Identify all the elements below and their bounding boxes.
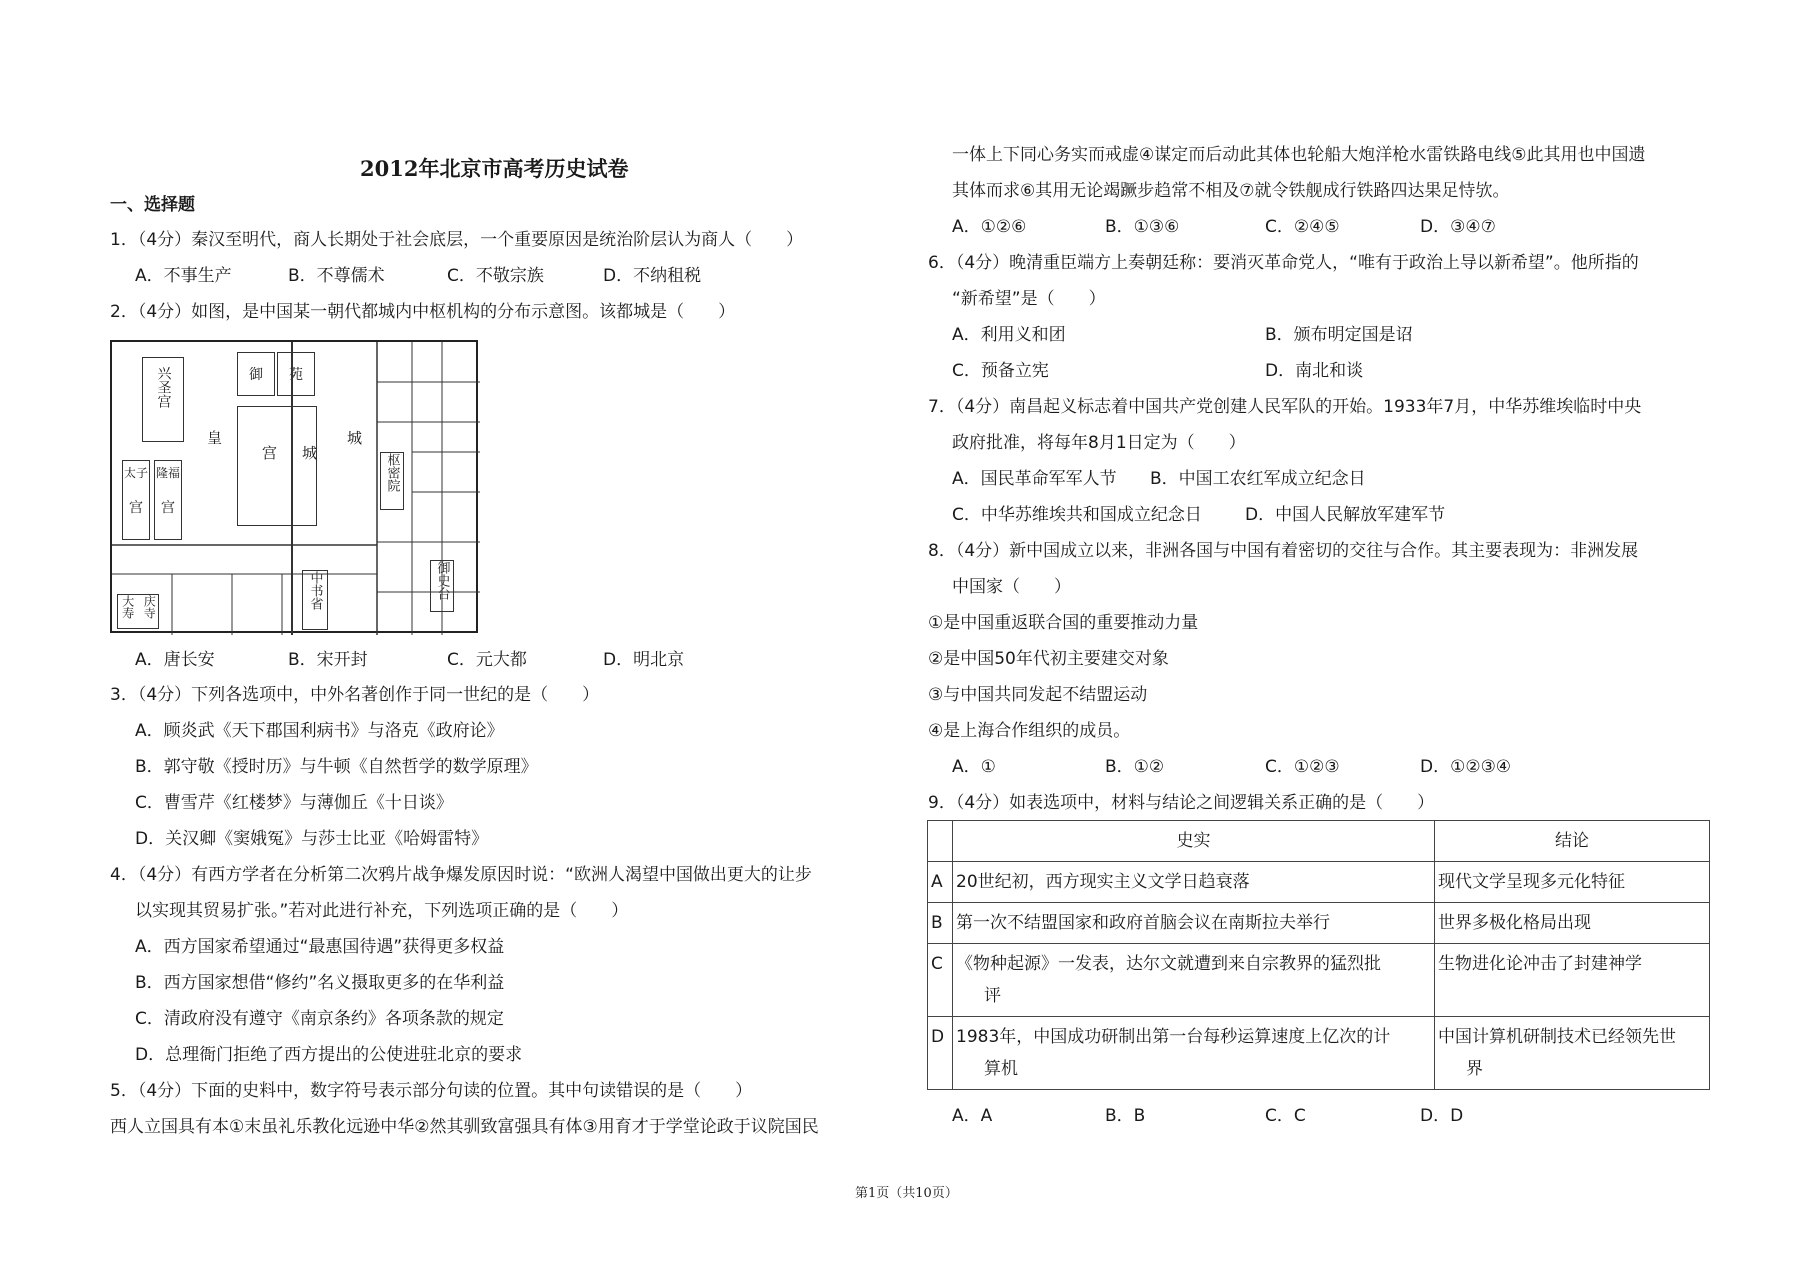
row-conclusion: 现代文学呈现多元化特征 [1435, 862, 1710, 903]
row-fact-line2: 算机 [984, 1059, 1018, 1079]
q3-opt-b: B．郭守敬《授时历》与牛顿《自然哲学的数学原理》 [135, 757, 538, 777]
q8-stem-1: 8．（4分）新中国成立以来，非洲各国与中国有着密切的交往与合作。其主要表现为：非洲发展 [928, 541, 1639, 561]
q8-opt-d: D．①②③④ [1420, 757, 1512, 777]
capital-map [110, 340, 478, 633]
shumi-label: 枢密院 [384, 453, 400, 492]
q2-opt-b: B．宋开封 [288, 650, 368, 670]
q1-opt-c: C．不敬宗族 [447, 266, 544, 286]
row-fact: 20世纪初，西方现实主义文学日趋衰落 [953, 862, 1435, 903]
longfu-gong-label: 宫 [161, 500, 175, 516]
table-row [928, 944, 1710, 1017]
q7-opt-a: A．国民革命军军人节 [952, 469, 1117, 489]
q1-stem: 1．（4分）秦汉至明代，商人长期处于社会底层，一个重要原因是统治阶层认为商人（ ） [110, 230, 804, 250]
q5-opt-b: B．①③⑥ [1105, 217, 1180, 237]
row-conclusion [1435, 1017, 1710, 1090]
q5-stem: 5．（4分）下面的史料中，数字符号表示部分句读的位置。其中句读错误的是（ ） [110, 1081, 753, 1101]
q3-opt-d: D．关汉卿《窦娥冤》与莎士比亚《哈姆雷特》 [135, 829, 489, 849]
q6-stem-2: “新希望”是（ ） [952, 289, 1106, 309]
row-key: D [928, 1017, 953, 1090]
q2-opt-c: C．元大都 [447, 650, 527, 670]
q6-stem-1: 6．（4分）晚清重臣端方上奏朝廷称：要消灭革命党人，“唯有于政治上导以新希望”。他所指的 [928, 253, 1639, 273]
q2-opt-a: A．唐长安 [135, 650, 215, 670]
street-lines [112, 342, 480, 635]
table-row [928, 862, 1710, 903]
q7-stem-1: 7．（4分）南昌起义标志着中国共产党创建人民军队的开始。1933年7月，中华苏维埃临时中央 [928, 397, 1642, 417]
q8-item-2: ②是中国50年代初主要建交对象 [928, 649, 1169, 669]
q9-opt-b: B．B [1105, 1106, 1146, 1126]
zhongshu-label: 中书省 [307, 571, 323, 610]
table-row [928, 903, 1710, 944]
row-fact [953, 944, 1435, 1017]
q4-opt-d: D．总理衙门拒绝了西方提出的公使进驻北京的要求 [135, 1045, 523, 1065]
row-concl-line1: 中国计算机研制技术已经领先世 [1438, 1027, 1676, 1047]
row-key: B [928, 903, 953, 944]
q5-text-3: 其体而求⑥其用无论竭蹶步趋常不相及⑦就令铁舰成行铁路四达果足恃欤。 [952, 181, 1510, 201]
table-header-conclusion: 结论 [1435, 821, 1710, 862]
q2-opt-d: D．明北京 [603, 650, 685, 670]
q5-opt-c: C．②④⑤ [1265, 217, 1340, 237]
huang-label: 皇 [207, 429, 223, 447]
taizi-label: 太子 [123, 466, 148, 480]
qingsi-label: 庆寺 [142, 595, 157, 619]
q1-opt-a: A．不事生产 [135, 266, 232, 286]
dashou-label: 大寿 [120, 595, 135, 619]
longfu-label: 隆福 [155, 466, 180, 480]
gong-label: 宫 [262, 444, 278, 462]
cheng-label: 城 [302, 444, 318, 462]
cheng2-label: 城 [347, 429, 363, 447]
page-footer: 第1页（共10页） [855, 1186, 958, 1201]
q4-stem-2: 以实现其贸易扩张。”若对此进行补充，下列选项正确的是（ ） [135, 901, 629, 921]
row-fact-line1: 1983年，中国成功研制出第一台每秒运算速度上亿次的计 [956, 1027, 1391, 1047]
row-conclusion: 生物进化论冲击了封建神学 [1435, 944, 1710, 1017]
q8-item-1: ①是中国重返联合国的重要推动力量 [928, 613, 1199, 633]
row-concl-line2: 界 [1466, 1059, 1483, 1079]
xingsheng-label: 兴圣宫 [155, 366, 172, 408]
row-key: C [928, 944, 953, 1017]
q5-text-1: 西人立国具有本①末虽礼乐教化远逊中华②然其驯致富强具有体③用育才于学堂论政于议院国民 [110, 1117, 819, 1137]
q9-opt-c: C．C [1265, 1106, 1306, 1126]
q8-opt-c: C．①②③ [1265, 757, 1340, 777]
taizi-gong-label: 宫 [129, 500, 143, 516]
q1-opt-d: D．不纳租税 [603, 266, 702, 286]
q7-opt-b: B．中国工农红军成立纪念日 [1150, 469, 1366, 489]
q6-opt-d: D．南北和谈 [1265, 361, 1364, 381]
q3-opt-a: A．顾炎武《天下郡国利病书》与洛克《政府论》 [135, 721, 504, 741]
yuan-label: 苑 [289, 367, 303, 383]
q9-table [927, 820, 1710, 1090]
q6-opt-b: B．颁布明定国是诏 [1265, 325, 1413, 345]
row-conclusion: 世界多极化格局出现 [1435, 903, 1710, 944]
page-title: 2012年北京市高考历史试卷 [360, 156, 629, 181]
yu-label: 御 [249, 367, 263, 383]
row-fact-line1: 《物种起源》一发表，达尔文就遭到来自宗教界的猛烈批 [956, 954, 1381, 974]
q3-stem: 3．（4分）下列各选项中，中外名著创作于同一世纪的是（ ） [110, 685, 600, 705]
q5-opt-d: D．③④⑦ [1420, 217, 1496, 237]
q8-item-4: ④是上海合作组织的成员。 [928, 721, 1131, 741]
q5-text-2: 一体上下同心务实而戒虚④谋定而后动此其体也轮船大炮洋枪水雷铁路电线⑤此其用也中国遗 [952, 145, 1646, 165]
row-key: A [928, 862, 953, 903]
q8-opt-a: A．① [952, 757, 996, 777]
q4-stem-1: 4．（4分）有西方学者在分析第二次鸦片战争爆发原因时说：“欧洲人渴望中国做出更大的让步 [110, 865, 812, 885]
q7-opt-d: D．中国人民解放军建军节 [1245, 505, 1446, 525]
q7-stem-2: 政府批准，将每年8月1日定为（ ） [952, 433, 1246, 453]
q4-opt-a: A．西方国家希望通过“最惠国待遇”获得更多权益 [135, 937, 505, 957]
table-header-key [928, 821, 953, 862]
table-header-fact: 史实 [953, 821, 1435, 862]
row-fact [953, 1017, 1435, 1090]
row-fact: 第一次不结盟国家和政府首脑会议在南斯拉夫举行 [953, 903, 1435, 944]
q6-opt-c: C．预备立宪 [952, 361, 1049, 381]
q4-opt-c: C．清政府没有遵守《南京条约》各项条款的规定 [135, 1009, 504, 1029]
yushi-label: 御史台 [434, 561, 450, 600]
q1-opt-b: B．不尊儒术 [288, 266, 385, 286]
q5-opt-a: A．①②⑥ [952, 217, 1027, 237]
section-heading: 一、选择题 [110, 195, 195, 215]
table-header-row [928, 821, 1710, 862]
q8-item-3: ③与中国共同发起不结盟运动 [928, 685, 1148, 705]
table-row [928, 1017, 1710, 1090]
q8-opt-b: B．①② [1105, 757, 1165, 777]
q2-stem: 2．（4分）如图，是中国某一朝代都城内中枢机构的分布示意图。该都城是（ ） [110, 302, 736, 322]
q8-stem-2: 中国家（ ） [952, 577, 1071, 597]
q6-opt-a: A．利用义和团 [952, 325, 1066, 345]
row-fact-line2: 评 [984, 986, 1001, 1006]
q4-opt-b: B．西方国家想借“修约”名义摄取更多的在华利益 [135, 973, 505, 993]
q3-opt-c: C．曹雪芹《红楼梦》与薄伽丘《十日谈》 [135, 793, 453, 813]
q9-stem: 9．（4分）如表选项中，材料与结论之间逻辑关系正确的是（ ） [928, 793, 1435, 813]
q9-opt-a: A．A [952, 1106, 993, 1126]
q7-opt-c: C．中华苏维埃共和国成立纪念日 [952, 505, 1202, 525]
q9-opt-d: D．D [1420, 1106, 1464, 1126]
